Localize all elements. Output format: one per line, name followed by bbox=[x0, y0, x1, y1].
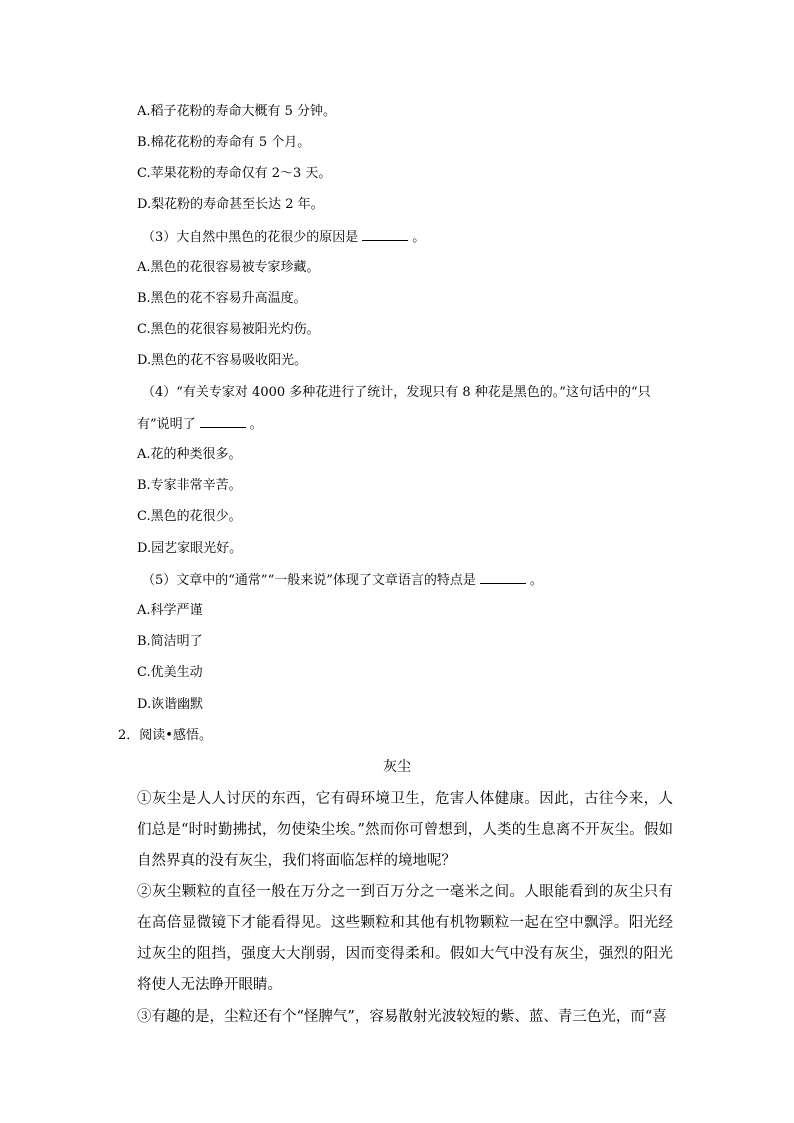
q4-stem-end: 。 bbox=[249, 417, 263, 432]
q4-stem-line2 bbox=[137, 415, 263, 434]
q2-option-a: A.稻子花粉的寿命大概有 5 分钟。 bbox=[137, 104, 337, 119]
q5-stem-text: （5）文章中的“通常”“一般来说”体现了文章语言的特点是 bbox=[142, 573, 476, 588]
q4-option-a: A.花的种类很多。 bbox=[137, 447, 242, 462]
q2-option-d: D.梨花粉的寿命甚至长达 2 年。 bbox=[137, 197, 324, 212]
passage-paragraph-1: ①灰尘是人人讨厌的东西，它有碍环境卫生，危害人体健康。因此，古往今来，人们总是“时时勤拂拭，勿使染尘埃。”然而你可曾想到，人类的生息离不开灰尘。假如自然界真的没有灰尘，我们将面临怎样的境地呢？ bbox=[137, 791, 673, 869]
answer-blank bbox=[362, 228, 408, 241]
q2-option-c: C.苹果花粉的寿命仅有 2～3 天。 bbox=[137, 166, 332, 181]
q4-option-c: C.黑色的花很少。 bbox=[137, 509, 242, 524]
passage-title: 灰尘 bbox=[383, 759, 411, 775]
q3-option-a: A.黑色的花很容易被专家珍藏。 bbox=[137, 260, 320, 275]
q5-option-c: C.优美生动 bbox=[137, 665, 203, 680]
section-heading: 2．阅读•感悟。 bbox=[118, 728, 212, 743]
passage-paragraph-3: ③有趣的是，尘粒还有个“怪脾气”，容易散射光波较短的紫、蓝、青三色光，而“喜 bbox=[137, 1009, 667, 1025]
q4-stem-line1: （4）“有关专家对 4000 多种花进行了统计，发现只有 8 种花是黑色的。”这句话中的“只 bbox=[142, 385, 651, 400]
q4-option-b: B.专家非常辛苦。 bbox=[137, 478, 242, 493]
q3-stem-text: （3）大自然中黑色的花很少的原因是 bbox=[142, 230, 359, 245]
q3-option-c: C.黑色的花很容易被阳光灼伤。 bbox=[137, 322, 320, 337]
q5-stem-end: 。 bbox=[529, 573, 543, 588]
q3-stem-end: 。 bbox=[412, 230, 426, 245]
q3-option-b: B.黑色的花不容易升高温度。 bbox=[137, 291, 307, 306]
q5-option-b: B.简洁明了 bbox=[137, 634, 203, 649]
q3-stem bbox=[142, 228, 425, 247]
q5-option-a: A.科学严谨 bbox=[137, 603, 203, 618]
q5-option-d: D.诙谐幽默 bbox=[137, 697, 204, 712]
q3-option-d: D.黑色的花不容易吸收阳光。 bbox=[137, 353, 308, 368]
q4-stem-text: 有”说明了 bbox=[137, 417, 196, 432]
answer-blank bbox=[480, 571, 526, 584]
passage-paragraph-2: ②灰尘颗粒的直径一般在万分之一到百万分之一毫米之间。人眼能看到的灰尘只有在高倍显微镜下才能看得见。这些颗粒和其他有机物颗粒一起在空中飘浮。阳光经过灰尘的阻挡，强度大大削弱，因而变得柔和。假如大气中没有灰尘，强烈的阳光将使人无法睁开眼睛。 bbox=[137, 884, 673, 993]
answer-blank bbox=[200, 415, 246, 428]
q5-stem bbox=[142, 571, 543, 590]
q2-option-b: B.棉花花粉的寿命有 5 个月。 bbox=[137, 135, 311, 150]
q4-option-d: D.园艺家眼光好。 bbox=[137, 541, 243, 556]
